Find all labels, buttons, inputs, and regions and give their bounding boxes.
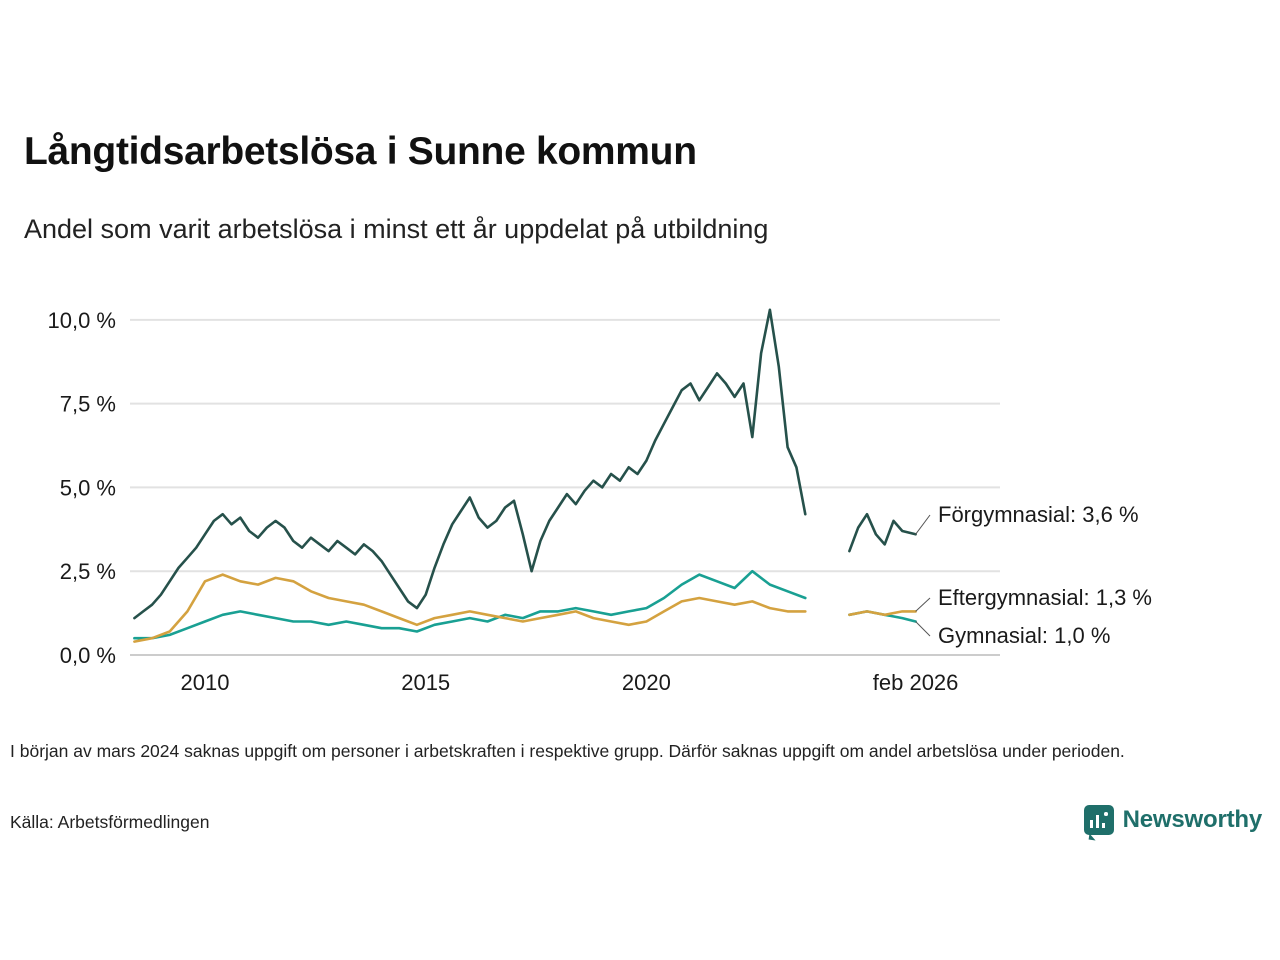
series-line: [134, 575, 915, 642]
newsworthy-icon: [1084, 805, 1114, 835]
x-tick-label: 2010: [180, 670, 230, 695]
gridlines: [130, 320, 1000, 655]
x-tick-label: 2015: [401, 670, 451, 695]
dot-icon: [1104, 812, 1108, 816]
x-tick-label: feb 2026: [872, 670, 959, 695]
series-labels: [938, 502, 1152, 648]
chart-svg: [0, 275, 1280, 705]
page-subtitle: Andel som varit arbetslösa i minst ett år uppdelat på utbildning: [24, 214, 769, 244]
series-label: Gymnasial: 1,0 %: [938, 623, 1111, 648]
y-tick-label: 7,5 %: [59, 391, 116, 417]
bar-chart-icon: [1090, 812, 1106, 828]
series-label: Förgymnasial: 3,6 %: [938, 502, 1139, 527]
y-tick-label: 2,5 %: [59, 559, 116, 585]
source-note: Källa: Arbetsförmedlingen: [10, 812, 210, 832]
y-tick-label: 10,0 %: [47, 307, 116, 333]
line-chart: [0, 275, 1280, 705]
series-leader-line: [916, 598, 930, 611]
y-axis-tick-labels: [48, 308, 117, 668]
x-tick-label: 2020: [621, 670, 671, 695]
series-label: Eftergymnasial: 1,3 %: [938, 585, 1152, 610]
series-leader-line: [916, 515, 930, 534]
footnote: I början av mars 2024 saknas uppgift om personer i arbetskraften i respektive grupp. Därför saknas uppgift om andel arbetslösa under perioden.: [10, 741, 1125, 761]
y-tick-label: 0,0 %: [59, 643, 116, 668]
series-lines: [134, 310, 930, 642]
x-axis-tick-labels: [181, 670, 959, 695]
series-leader-line: [916, 622, 930, 637]
brand-logo: [1084, 805, 1262, 835]
brand-name: Newsworthy: [1122, 806, 1262, 833]
y-tick-label: 5,0 %: [59, 475, 116, 501]
series-line: [134, 571, 915, 638]
page-title: Långtidsarbetslösa i Sunne kommun: [24, 130, 697, 173]
